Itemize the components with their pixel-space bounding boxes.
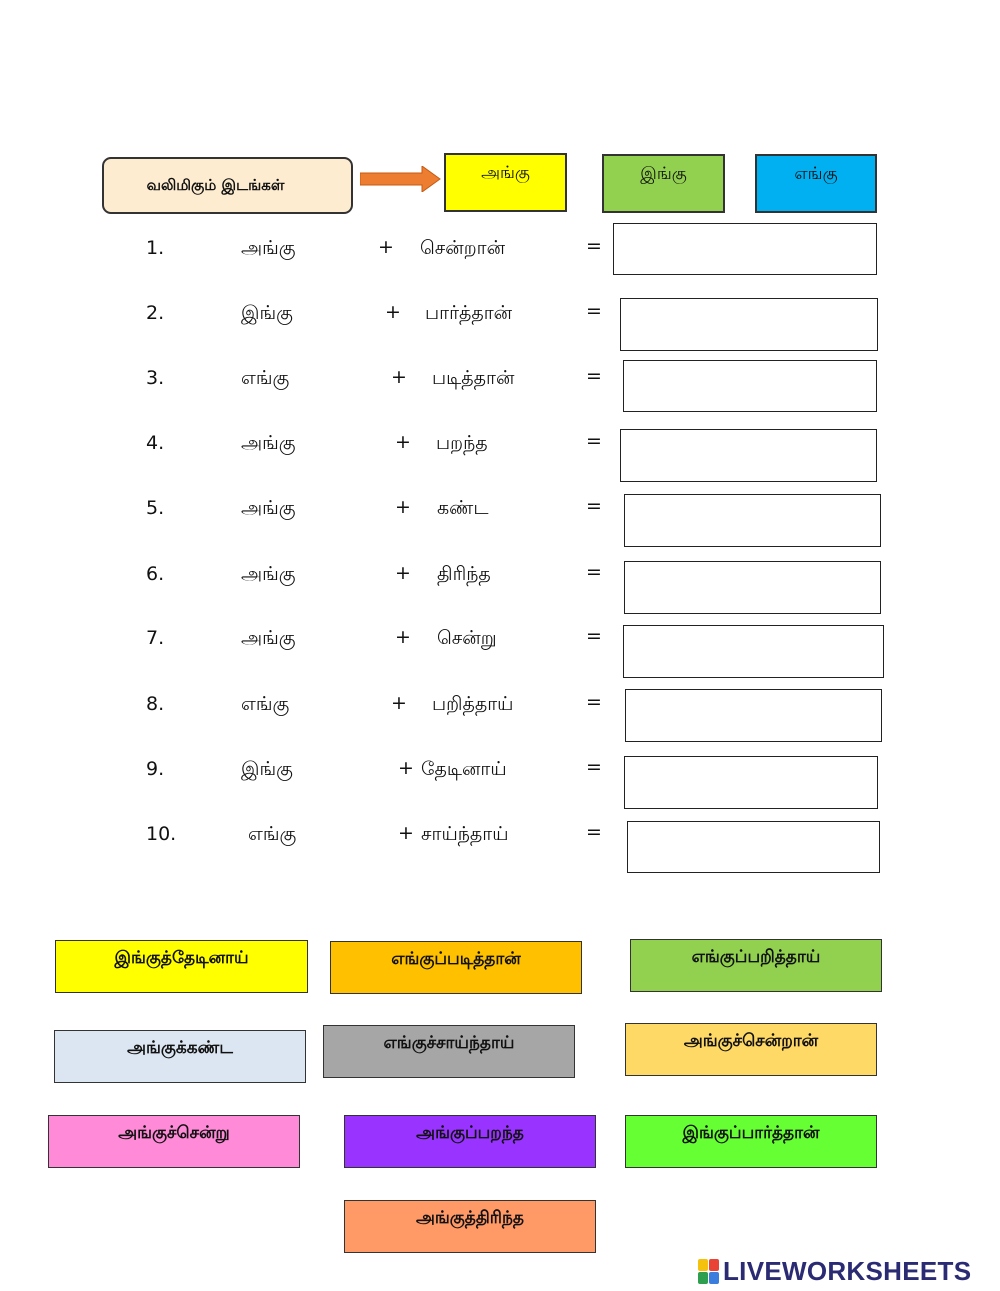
question-stem: சென்று — [437, 627, 497, 649]
question-word: எங்கு — [248, 823, 297, 845]
plus-sign: + — [395, 626, 411, 648]
answer-drop-box-8[interactable] — [625, 689, 882, 742]
answer-chip[interactable]: இங்குத்தேடினாய் — [55, 940, 308, 993]
question-number: 5. — [146, 497, 165, 519]
equals-sign: = — [586, 561, 602, 583]
answer-drop-box-2[interactable] — [620, 298, 878, 351]
plus-sign: + — [391, 366, 407, 388]
topic-title: வலிமிகும் இடங்கள் — [102, 157, 353, 214]
question-stem: திரிந்த — [437, 563, 491, 585]
plus-sign: + — [395, 562, 411, 584]
question-word: அங்கு — [241, 627, 296, 649]
plus-sign: + — [391, 692, 407, 714]
answer-drop-box-4[interactable] — [620, 429, 877, 482]
brand-logo[interactable] — [698, 1256, 971, 1286]
logo-tiles-icon — [698, 1259, 719, 1284]
equals-sign: = — [586, 430, 602, 452]
answer-chip[interactable]: அங்குப்பறந்த — [344, 1115, 596, 1168]
question-stem: பறந்த — [436, 432, 488, 454]
answer-drop-box-1[interactable] — [613, 223, 877, 275]
question-word: எங்கு — [241, 367, 290, 389]
equals-sign: = — [586, 495, 602, 517]
answer-chip[interactable]: அங்குத்திரிந்த — [344, 1200, 596, 1253]
equals-sign: = — [586, 235, 602, 257]
question-stem: சாய்ந்தாய் — [421, 823, 509, 845]
answer-drop-box-5[interactable] — [624, 494, 881, 547]
question-word: இங்கு — [241, 302, 293, 324]
plus-sign: + — [398, 757, 414, 779]
equals-sign: = — [586, 625, 602, 647]
question-number: 1. — [146, 237, 165, 259]
arrow-right-icon — [360, 166, 442, 192]
brand-name: LIVEWORKSHEETS — [723, 1255, 972, 1286]
question-number: 7. — [146, 627, 165, 649]
question-stem: பறித்தாய் — [432, 693, 514, 715]
question-stem: தேடினாய் — [421, 758, 507, 780]
header-word-2: இங்கு — [602, 154, 725, 213]
equals-sign: = — [586, 691, 602, 713]
question-number: 10. — [146, 823, 177, 845]
answer-drop-box-3[interactable] — [623, 360, 877, 412]
question-word: இங்கு — [241, 758, 293, 780]
plus-sign: + — [385, 301, 401, 323]
equals-sign: = — [586, 821, 602, 843]
answer-chip[interactable]: இங்குப்பார்த்தான் — [625, 1115, 877, 1168]
question-word: எங்கு — [241, 693, 290, 715]
answer-drop-box-6[interactable] — [624, 561, 881, 614]
answer-drop-box-10[interactable] — [627, 821, 880, 873]
equals-sign: = — [586, 300, 602, 322]
answer-drop-box-9[interactable] — [624, 756, 878, 809]
question-number: 9. — [146, 758, 165, 780]
plus-sign: + — [395, 431, 411, 453]
answer-chip[interactable]: எங்குச்சாய்ந்தாய் — [323, 1025, 575, 1078]
answer-chip[interactable]: அங்குச்சென்றான் — [625, 1023, 877, 1076]
plus-sign: + — [378, 236, 394, 258]
question-number: 3. — [146, 367, 165, 389]
plus-sign: + — [398, 822, 414, 844]
question-word: அங்கு — [241, 563, 296, 585]
question-word: அங்கு — [241, 432, 296, 454]
answer-chip[interactable]: அங்குக்கண்ட — [54, 1030, 306, 1083]
question-number: 2. — [146, 302, 165, 324]
question-stem: கண்ட — [437, 497, 489, 519]
header-word-3: எங்கு — [755, 154, 877, 213]
question-number: 6. — [146, 563, 165, 585]
question-word: அங்கு — [241, 237, 296, 259]
answer-drop-box-7[interactable] — [623, 625, 884, 678]
question-stem: பார்த்தான் — [425, 302, 513, 324]
question-number: 4. — [146, 432, 165, 454]
equals-sign: = — [586, 756, 602, 778]
answer-chip[interactable]: எங்குப்படித்தான் — [330, 941, 582, 994]
question-word: அங்கு — [241, 497, 296, 519]
answer-chip[interactable]: அங்குச்சென்று — [48, 1115, 300, 1168]
question-number: 8. — [146, 693, 165, 715]
answer-chip[interactable]: எங்குப்பறித்தாய் — [630, 939, 882, 992]
plus-sign: + — [395, 496, 411, 518]
question-stem: படித்தான் — [432, 367, 515, 389]
equals-sign: = — [586, 365, 602, 387]
question-stem: சென்றான் — [420, 237, 506, 259]
header-word-1: அங்கு — [444, 153, 567, 212]
